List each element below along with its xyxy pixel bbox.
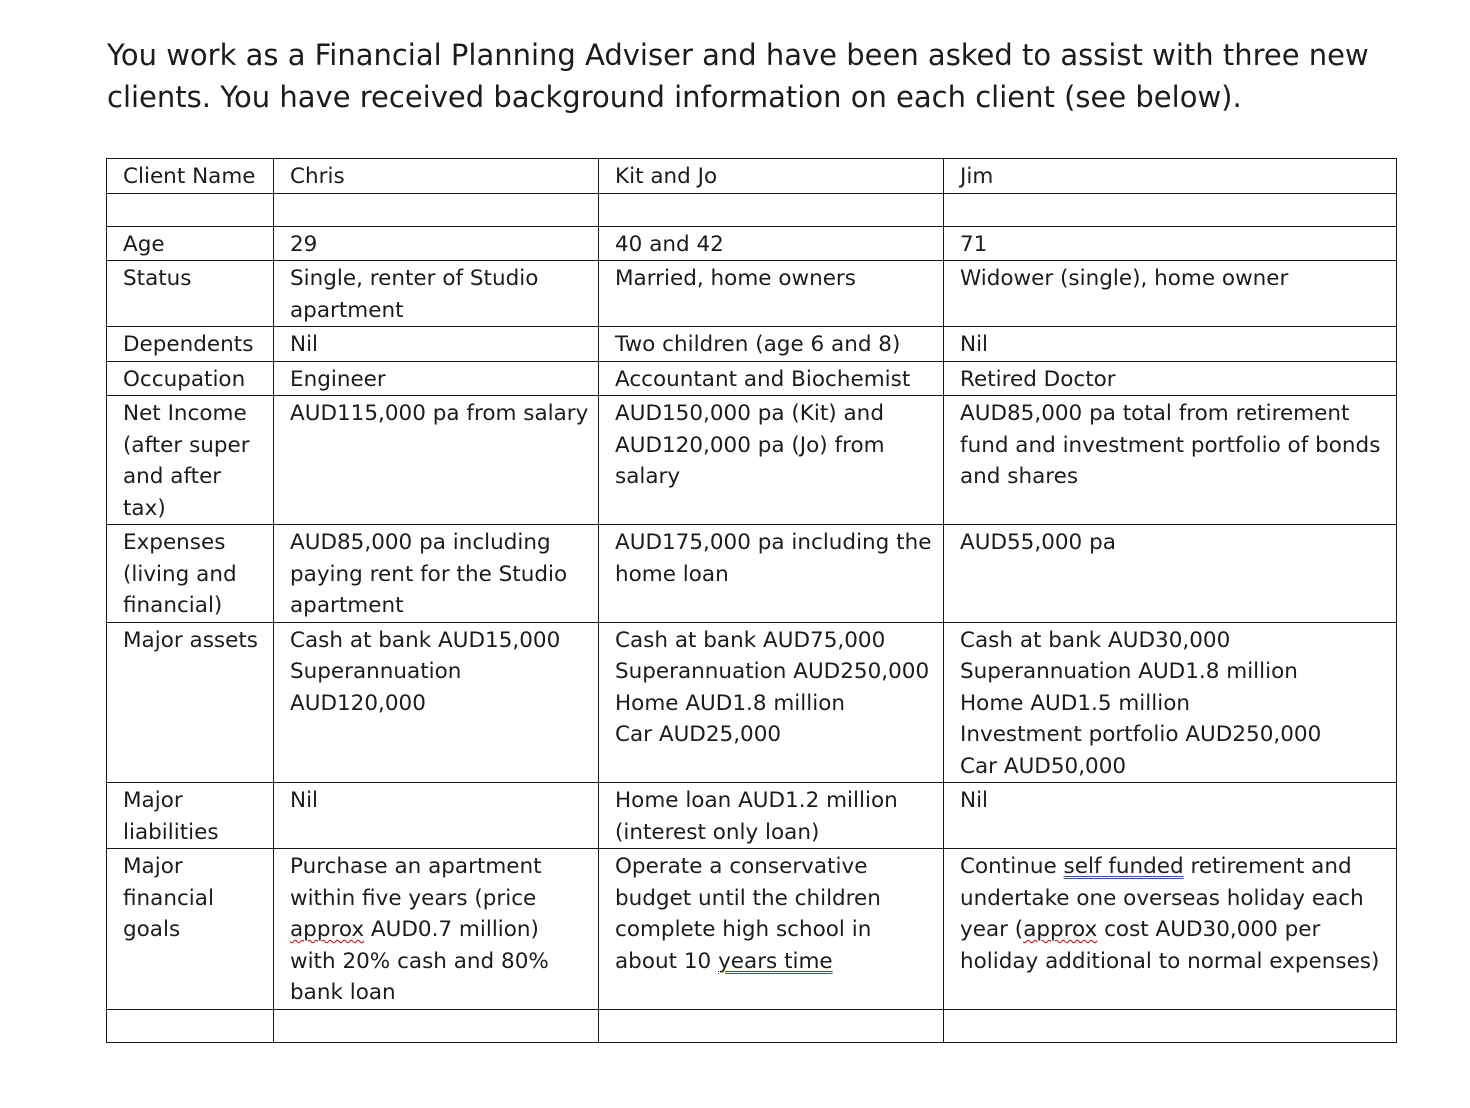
goals-jim-line: holiday additional to normal expenses)	[960, 948, 1380, 974]
empty-cell	[107, 193, 274, 226]
table-row-financial-goals	[107, 849, 1397, 1010]
goals-chris-text: AUD0.7 million)	[364, 917, 539, 942]
goals-chris	[274, 849, 599, 1010]
age-chris: 29	[274, 226, 599, 261]
assets-chris-line: AUD120,000	[290, 690, 426, 716]
table-row-client-name	[107, 159, 1397, 194]
occupation-chris: Engineer	[274, 361, 599, 396]
net-income-kit-and-jo	[599, 396, 944, 525]
net-income-jim-line: and shares	[960, 464, 1079, 489]
expenses-chris-line: AUD85,000 pa including	[290, 530, 551, 555]
age-jim: 71	[944, 226, 1397, 261]
table-row-empty-bottom	[107, 1009, 1397, 1042]
assets-chris	[274, 622, 599, 783]
net-income-kitjo-line: salary	[615, 464, 681, 489]
goals-jim-text: Continue	[960, 854, 1064, 879]
table-row-expenses	[107, 525, 1397, 623]
table-row-empty-top	[107, 193, 1397, 226]
net-income-label-line: and after	[123, 464, 222, 489]
goals-jim-line	[960, 914, 1390, 946]
expenses-kit-and-jo	[599, 525, 944, 623]
status-chris	[274, 261, 599, 327]
liabilities-label-line: Major	[123, 788, 183, 813]
grammar-flag-phrase: self funded	[1063, 854, 1184, 879]
net-income-kitjo-line: AUD120,000 pa (Jo) from	[615, 432, 885, 458]
intro-line-1: You work as a Financial Planning Adviser and have been asked to assist with three new	[107, 38, 1369, 72]
assets-kit-and-jo	[599, 622, 944, 783]
empty-cell	[944, 1009, 1397, 1042]
row-label-net-income	[107, 396, 274, 525]
row-label-expenses	[107, 525, 274, 623]
client-name-kit-and-jo: Kit and Jo	[599, 159, 944, 194]
spellcheck-word: approx	[1023, 917, 1098, 942]
age-kit-and-jo: 40 and 42	[599, 226, 944, 261]
table-row-age	[107, 226, 1397, 261]
net-income-jim-line: AUD85,000 pa total from retirement	[960, 401, 1350, 426]
goals-label-line: goals	[123, 917, 181, 942]
net-income-jim	[944, 396, 1397, 525]
net-income-kitjo-line: AUD150,000 pa (Kit) and	[615, 401, 884, 426]
net-income-chris: AUD115,000 pa from salary	[274, 396, 599, 525]
row-label-major-liabilities	[107, 783, 274, 849]
liabilities-kit-and-jo	[599, 783, 944, 849]
net-income-label-line: tax)	[123, 495, 166, 521]
assets-kitjo-line: Superannuation AUD250,000	[615, 659, 930, 684]
assets-jim	[944, 622, 1397, 783]
grammar-flag-phrase: years time	[718, 948, 833, 974]
dependents-kit-and-jo: Two children (age 6 and 8)	[599, 327, 944, 362]
expenses-label-line: Expenses	[123, 530, 226, 555]
empty-cell	[944, 193, 1397, 226]
table-row-major-liabilities	[107, 783, 1397, 849]
client-info-table	[106, 158, 1397, 1043]
empty-cell	[107, 1009, 274, 1042]
client-name-chris: Chris	[274, 159, 599, 194]
dependents-chris: Nil	[274, 327, 599, 362]
goals-jim-text: retirement and	[1183, 854, 1352, 879]
goals-kitjo-line: budget until the children	[615, 885, 881, 911]
goals-chris-line: bank loan	[290, 980, 396, 1005]
assets-kitjo-line: Car AUD25,000	[615, 722, 782, 747]
goals-jim-text: cost AUD30,000 per	[1097, 917, 1321, 942]
assets-jim-line: Home AUD1.5 million	[960, 690, 1190, 716]
status-kit-and-jo: Married, home owners	[599, 261, 944, 327]
goals-chris-line: Purchase an apartment	[290, 854, 542, 879]
goals-kitjo-text: about 10	[615, 948, 719, 974]
goals-jim-line: undertake one overseas holiday each	[960, 885, 1364, 911]
intro-line-2: clients. You have received background information on each client (see below).	[107, 80, 1242, 114]
status-chris-line: Single, renter of Studio	[290, 266, 539, 291]
liabilities-kitjo-line: (interest only loan)	[615, 819, 820, 845]
assets-jim-line: Superannuation AUD1.8 million	[960, 659, 1298, 684]
row-label-dependents: Dependents	[107, 327, 274, 362]
goals-kitjo-line: complete high school in	[615, 917, 872, 942]
row-label-major-assets: Major assets	[107, 622, 274, 783]
row-label-financial-goals	[107, 849, 274, 1010]
empty-cell	[274, 1009, 599, 1042]
expenses-label-line: (living and	[123, 561, 237, 587]
table-row-status	[107, 261, 1397, 327]
row-label-occupation: Occupation	[107, 361, 274, 396]
goals-label-line: financial	[123, 885, 214, 911]
row-label-client-name: Client Name	[107, 159, 274, 194]
table-row-dependents	[107, 327, 1397, 362]
goals-jim-text: year (	[960, 917, 1024, 942]
expenses-kitjo-line: AUD175,000 pa including the	[615, 530, 932, 555]
liabilities-chris: Nil	[274, 783, 599, 849]
expenses-label-line: financial)	[123, 593, 223, 618]
goals-label-line: Major	[123, 854, 183, 879]
net-income-label-line: Net Income	[123, 401, 247, 426]
occupation-kit-and-jo: Accountant and Biochemist	[599, 361, 944, 396]
assets-kitjo-line: Cash at bank AUD75,000	[615, 627, 886, 653]
dependents-jim: Nil	[944, 327, 1397, 362]
empty-cell	[599, 193, 944, 226]
expenses-kitjo-line: home loan	[615, 561, 729, 587]
assets-chris-line: Superannuation	[290, 659, 462, 684]
empty-cell	[599, 1009, 944, 1042]
goals-jim	[944, 849, 1397, 1010]
spellcheck-word: approx	[290, 917, 365, 942]
expenses-chris-line: paying rent for the Studio	[290, 561, 568, 587]
status-chris-line: apartment	[290, 297, 404, 323]
table-row-occupation	[107, 361, 1397, 396]
goals-kitjo-line	[615, 946, 937, 978]
goals-kit-and-jo	[599, 849, 944, 1010]
expenses-chris	[274, 525, 599, 623]
expenses-jim: AUD55,000 pa	[944, 525, 1397, 623]
goals-jim-line	[960, 851, 1390, 883]
assets-jim-line: Car AUD50,000	[960, 753, 1127, 779]
assets-jim-line: Investment portfolio AUD250,000	[960, 722, 1322, 747]
liabilities-kitjo-line: Home loan AUD1.2 million	[615, 788, 898, 813]
net-income-label-line: (after super	[123, 432, 250, 458]
row-label-status: Status	[107, 261, 274, 327]
status-jim: Widower (single), home owner	[944, 261, 1397, 327]
table-row-net-income	[107, 396, 1397, 525]
assets-jim-line: Cash at bank AUD30,000	[960, 627, 1231, 653]
goals-chris-line: with 20% cash and 80%	[290, 948, 549, 974]
liabilities-jim: Nil	[944, 783, 1397, 849]
table-row-major-assets	[107, 622, 1397, 783]
row-label-age: Age	[107, 226, 274, 261]
client-name-jim: Jim	[944, 159, 1397, 194]
expenses-chris-line: apartment	[290, 593, 404, 618]
goals-chris-line: within five years (price	[290, 885, 537, 911]
goals-chris-line	[290, 914, 592, 946]
occupation-jim: Retired Doctor	[944, 361, 1397, 396]
liabilities-label-line: liabilities	[123, 819, 219, 845]
assets-chris-line: Cash at bank AUD15,000	[290, 627, 561, 653]
goals-kitjo-line: Operate a conservative	[615, 854, 868, 879]
empty-cell	[274, 193, 599, 226]
assets-kitjo-line: Home AUD1.8 million	[615, 690, 845, 716]
intro-paragraph	[107, 34, 1387, 118]
net-income-jim-line: fund and investment portfolio of bonds	[960, 432, 1381, 458]
